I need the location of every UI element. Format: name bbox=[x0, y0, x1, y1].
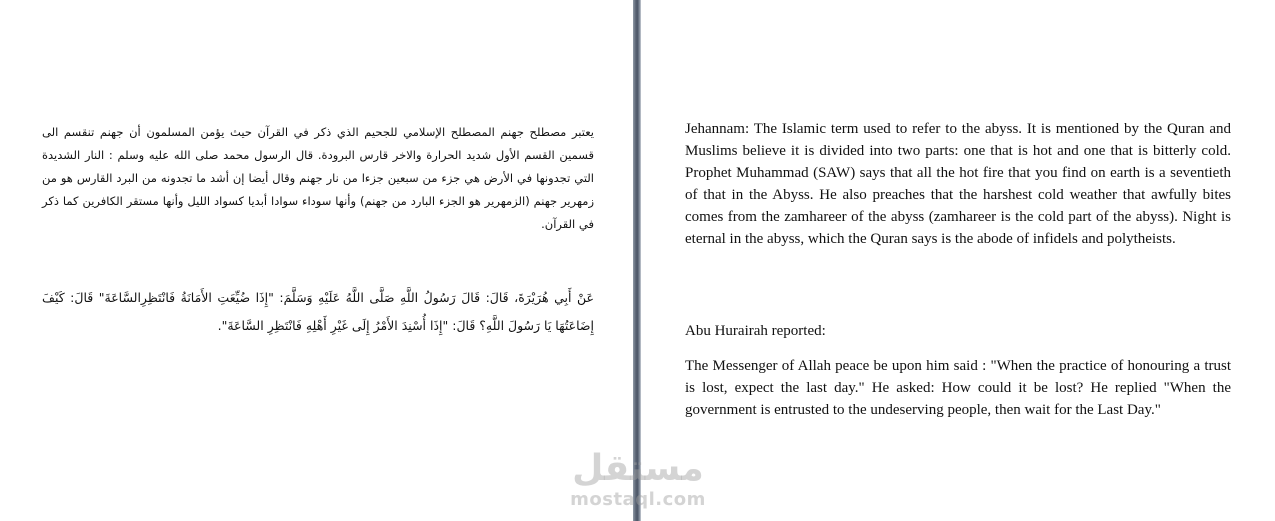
mostaql-watermark bbox=[563, 448, 713, 516]
page-gutter-divider bbox=[633, 0, 641, 521]
right-page bbox=[641, 0, 1275, 521]
arabic-jahannam-paragraph: يعتبر مصطلح جهنم المصطلح الإسلامي للجحيم الذي ذكر في القرآن حيث يؤمن المسلمون أن جهنم تنقسم الى قسمين القسم الأول شديد الحرارة والاخر قارس البرودة. قال الرسول محمد صلى الله عليه وسلم : النار الشديدة التي تجدونها في الأرض هي جزء من سبعين جزءا من نار جهنم وقال أيضا إن أشد ما تجدونه من البرد القارس هو من زمهرير جهنم (الزمهرير هو الجزء البارد من جهنم) وأنها سوداء سوادا أبديا كسواد الليل وأنها مستقر الكافرين كما ذكر في القرآن. bbox=[42, 125, 594, 231]
english-hadith-paragraph: The Messenger of Allah peace be upon him said : "When the practice of honouring a trust is lost, expect the last day." He asked: How could it be lost? He replied "When the government is entrusted to the undeserving people, then wait for the Last Day." bbox=[685, 358, 1231, 418]
watermark-arabic-text: مستقل bbox=[572, 448, 704, 489]
arabic-hadith-paragraph: عَنْ أَبِي هُرَيْرَةَ، قَالَ: قَالَ رَسُولُ اللَّهِ صَلَّى اللَّهُ عَلَيْهِ وَسَلَّمَ: "إِذَا ضُيِّعَتِ الأَمَانَةُ فَانْتَظِرِالسَّاعَةَ" قَالَ: كَيْفَ إِضَاعَتُهَا يَا رَسُولَ اللَّهِ؟ قَالَ: "إِذَا أُسْنِدَ الأَمْرُ إِلَى غَيْرِ أَهْلِهِ فَانْتَظِرِ السَّاعَةَ". bbox=[42, 290, 594, 333]
left-page bbox=[0, 0, 633, 521]
english-hadith-heading: Abu Hurairah reported: bbox=[685, 323, 826, 339]
watermark-latin-text: mostaql.com bbox=[570, 489, 706, 510]
english-jehannam-paragraph: Jehannam: The Islamic term used to refer to the abyss. It is mentioned by the Quran and Muslims believe it is divided into two parts: one that is hot and one that is bitterly cold. Prophet Muhammad (SAW) says that all the hot fire that you find on earth is a seventieth of that in the Abyss. He also preaches that the harshest cold weather that awfully bites comes from the zamhareer of the abyss (zamhareer is the cold part of the abyss). Night is eternal in the abyss, which the Quran says is the abode of infidels and polytheists. bbox=[685, 121, 1231, 247]
